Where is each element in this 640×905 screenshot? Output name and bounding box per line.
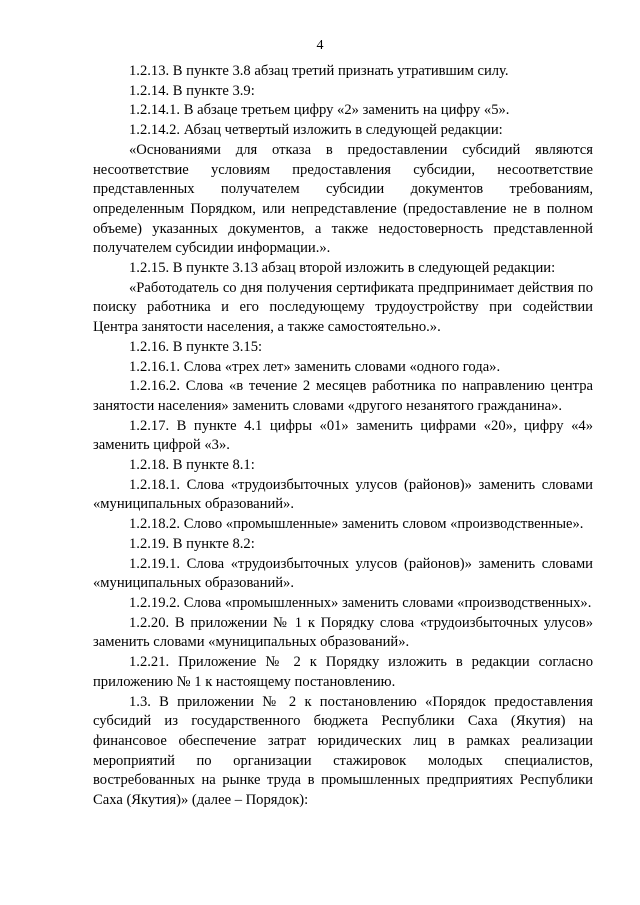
document-body bbox=[93, 62, 593, 811]
paragraph-1-2-17: 1.2.17. В пункте 4.1 цифры «01» заменить цифрами «20», цифру «4» заменить цифрой «3». bbox=[93, 417, 593, 454]
paragraph-1-2-18: 1.2.18. В пункте 8.1: bbox=[129, 457, 255, 474]
paragraph-quote-refusal-grounds: «Основаниями для отказа в предоставлении субсидий являются несоответствие условиям предоставления субсидии, несоответствие представленных получателем субсидии документов требованиям, определенным Порядком, или непредставление (предоставление не в полном объеме) указанных документов, а также недостоверность представленной получателем субсидии информации.». bbox=[93, 141, 593, 257]
page-number: 4 bbox=[316, 38, 324, 53]
paragraph-1-2-19: 1.2.19. В пункте 8.2: bbox=[129, 535, 255, 552]
paragraph-1-2-15: 1.2.15. В пункте 3.13 абзац второй изложить в следующей редакции: bbox=[129, 260, 556, 277]
paragraph-1-2-19-2: 1.2.19.2. Слова «промышленных» заменить словами «производственных». bbox=[129, 594, 592, 611]
paragraph-1-2-16: 1.2.16. В пункте 3.15: bbox=[129, 338, 263, 355]
paragraph-1-2-13: 1.2.13. В пункте 3.8 абзац третий признать утратившим силу. bbox=[129, 63, 509, 79]
paragraph-1-2-19-1: 1.2.19.1. Слова «трудоизбыточных улусов (районов)» заменить словами «муниципальных образований». bbox=[93, 555, 593, 592]
paragraph-1-2-16-1: 1.2.16.1. Слова «трех лет» заменить словами «одного года». bbox=[129, 358, 501, 375]
paragraph-1-2-14-2: 1.2.14.2. Абзац четвертый изложить в следующей редакции: bbox=[129, 122, 503, 139]
paragraph-1-2-21: 1.2.21. Приложение № 2 к Порядку изложить в редакции согласно приложению № 1 к настоящему постановлению. bbox=[93, 654, 593, 690]
paragraph-1-2-16-2: 1.2.16.2. Слова «в течение 2 месяцев работника по направлению центра занятости населения» заменить словами «другого незанятого гражданина». bbox=[93, 378, 593, 414]
paragraph-1-2-14-1: 1.2.14.1. В абзаце третьем цифру «2» заменить на цифру «5». bbox=[129, 102, 510, 119]
paragraph-1-3: 1.3. В приложении № 2 к постановлению «Порядок предоставления субсидий из государственного бюджета Республики Саха (Якутия) на финансовое обеспечение затрат юридических лиц в рамках реализации мероприятий по организации стажировок молодых специалистов, востребованных на рынке труда в промышленных предприятиях Республики Саха (Якутия)» (далее – Порядок): bbox=[93, 693, 593, 809]
paragraph-1-2-20: 1.2.20. В приложении № 1 к Порядку слова «трудоизбыточных улусов» заменить словами «муниципальных образований». bbox=[93, 614, 593, 651]
paragraph-1-2-14: 1.2.14. В пункте 3.9: bbox=[129, 82, 255, 99]
paragraph-quote-employer: «Работодатель со дня получения сертификата предпринимает действия по поиску работника и его последующему трудоустройству при содействии Центра занятости населения, а также самостоятельно.». bbox=[93, 279, 593, 336]
paragraph-1-2-18-1: 1.2.18.1. Слова «трудоизбыточных улусов (районов)» заменить словами «муниципальных образований». bbox=[93, 476, 593, 513]
paragraph-1-2-18-2: 1.2.18.2. Слово «промышленные» заменить словом «производственные». bbox=[129, 516, 584, 533]
